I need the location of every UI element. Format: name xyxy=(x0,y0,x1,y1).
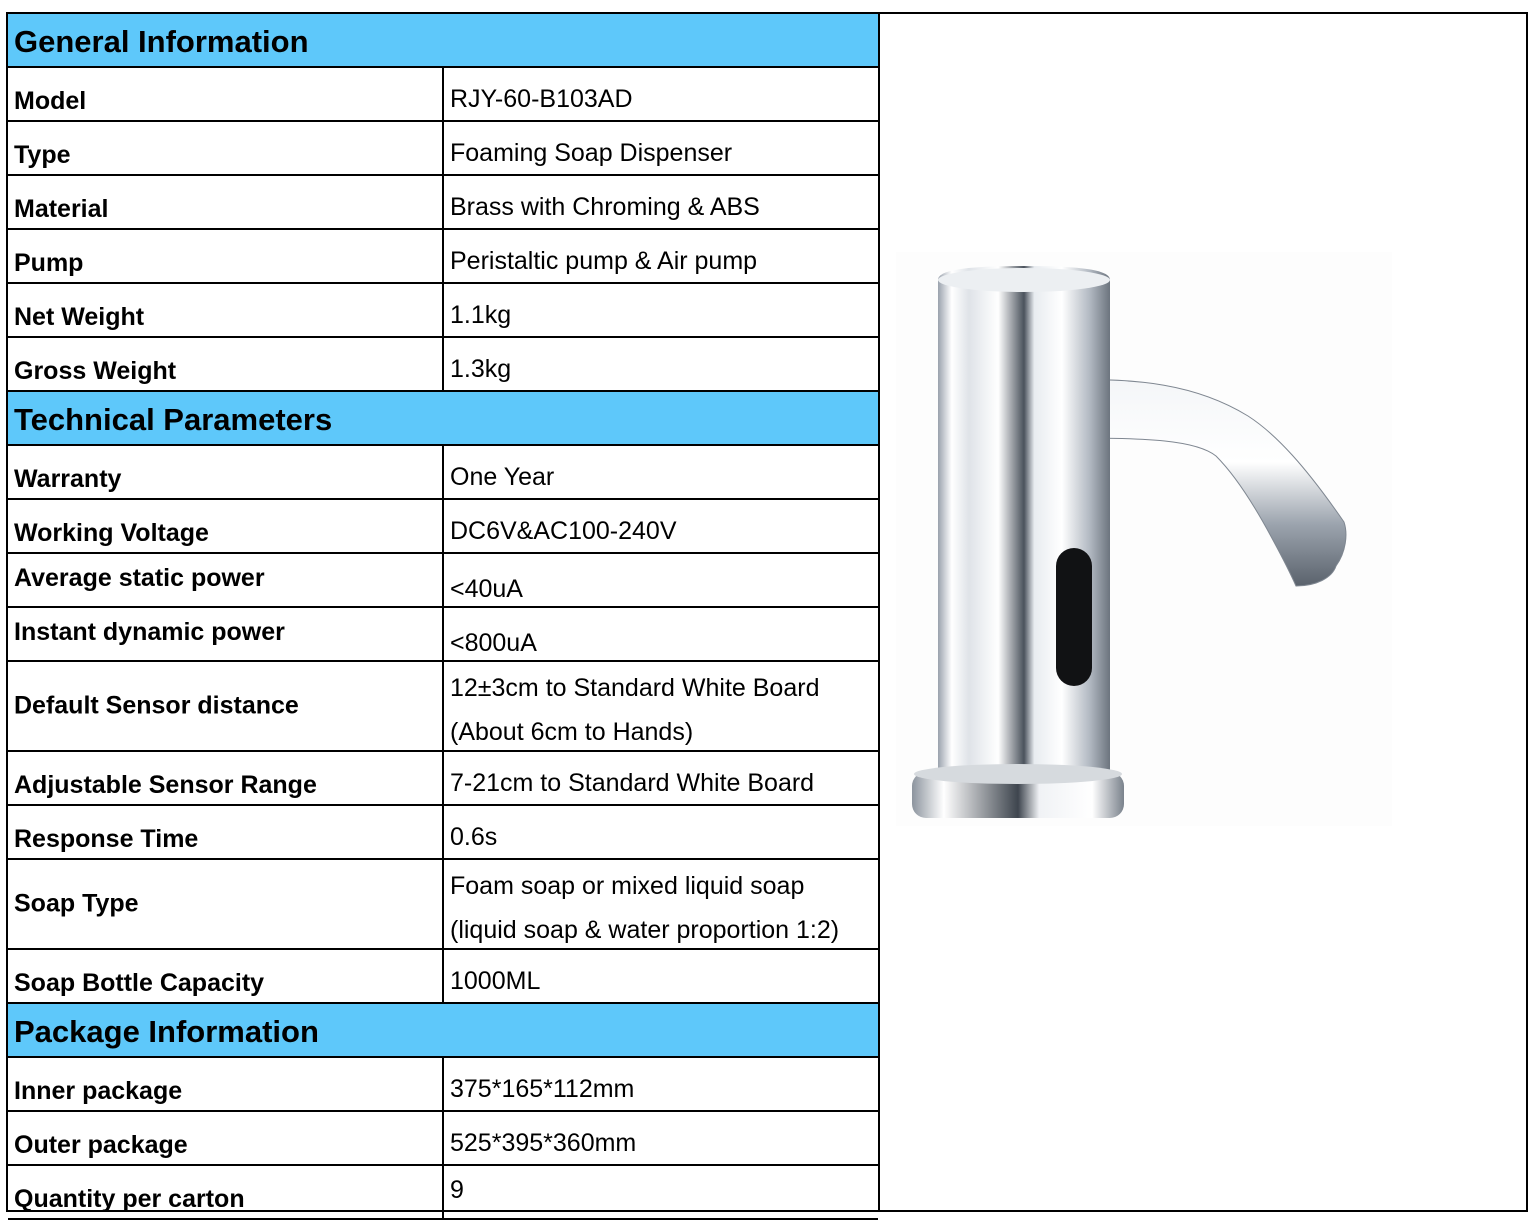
row-value: 9 xyxy=(450,1176,464,1204)
value-cell xyxy=(442,608,880,660)
row-label: Soap Type xyxy=(14,889,139,918)
table-row xyxy=(8,122,878,176)
value-cell xyxy=(442,68,880,120)
row-value: 375*165*112mm xyxy=(450,1075,635,1103)
row-label: Material xyxy=(14,195,109,223)
value-cell xyxy=(442,338,880,390)
row-label: Outer package xyxy=(14,1131,188,1159)
row-label: Response Time xyxy=(14,825,199,853)
product-photo xyxy=(896,252,1392,826)
row-label: Inner package xyxy=(14,1077,183,1105)
row-value-line-2: (About 6cm to Hands) xyxy=(450,718,694,746)
row-value-line-1: Foam soap or mixed liquid soap xyxy=(450,872,805,900)
table-row xyxy=(8,806,878,860)
row-value: Peristaltic pump & Air pump xyxy=(450,247,758,275)
row-value: 1.1kg xyxy=(450,301,512,329)
value-cell xyxy=(442,446,880,498)
table-row xyxy=(8,1166,878,1220)
row-label: Model xyxy=(14,87,87,115)
value-cell xyxy=(442,1112,880,1164)
spec-sheet xyxy=(6,12,1528,1212)
value-cell xyxy=(442,554,880,606)
row-label: Instant dynamic power xyxy=(14,618,285,646)
row-value: 1000ML xyxy=(450,967,541,995)
value-cell xyxy=(442,122,880,174)
table-row xyxy=(8,176,878,230)
table-row xyxy=(8,608,878,662)
section-header xyxy=(8,1004,878,1058)
row-value: Brass with Chroming & ABS xyxy=(450,193,760,221)
row-value-line-1: 12±3cm to Standard White Board xyxy=(450,674,820,702)
table-row xyxy=(8,230,878,284)
value-cell xyxy=(442,284,880,336)
row-label: Net Weight xyxy=(14,303,145,331)
row-value: 7-21cm to Standard White Board xyxy=(450,769,815,797)
row-value: 0.6s xyxy=(450,823,498,851)
row-value: RJY-60-B103AD xyxy=(450,85,633,113)
row-value: 525*395*360mm xyxy=(450,1129,637,1157)
row-label: Soap Bottle Capacity xyxy=(14,969,265,997)
table-row xyxy=(8,284,878,338)
row-value-line-2: (liquid soap & water proportion 1:2) xyxy=(450,916,840,944)
value-cell xyxy=(442,950,880,1002)
row-label: Quantity per carton xyxy=(14,1185,245,1213)
section-title: General Information xyxy=(14,24,309,59)
row-label: Average static power xyxy=(14,564,265,592)
table-row xyxy=(8,68,878,122)
row-value xyxy=(450,666,819,754)
row-value: <800uA xyxy=(450,629,537,657)
row-label: Type xyxy=(14,141,71,169)
value-cell xyxy=(442,176,880,228)
table-row xyxy=(8,1058,878,1112)
table-row xyxy=(8,338,878,392)
table-row xyxy=(8,950,878,1004)
table-row xyxy=(8,752,878,806)
row-value: <40uA xyxy=(450,575,523,603)
row-label: Warranty xyxy=(14,465,122,493)
table-row xyxy=(8,500,878,554)
table-row xyxy=(8,1112,878,1166)
table-row xyxy=(8,860,878,950)
value-cell xyxy=(442,1058,880,1110)
row-value: DC6V&AC100-240V xyxy=(450,517,677,545)
table-row xyxy=(8,662,878,752)
section-header xyxy=(8,14,878,68)
section-header xyxy=(8,392,878,446)
section-title: Package Information xyxy=(14,1014,319,1049)
table-row xyxy=(8,446,878,500)
value-cell xyxy=(442,662,880,750)
row-value: 1.3kg xyxy=(450,355,512,383)
row-label: Pump xyxy=(14,249,84,277)
value-cell xyxy=(442,230,880,282)
section-title: Technical Parameters xyxy=(14,402,333,437)
row-value: One Year xyxy=(450,463,555,491)
row-label: Working Voltage xyxy=(14,519,209,547)
row-value: Foaming Soap Dispenser xyxy=(450,139,733,167)
row-label: Default Sensor distance xyxy=(14,691,299,720)
spec-table xyxy=(8,14,880,1213)
row-label: Adjustable Sensor Range xyxy=(14,771,317,799)
value-cell xyxy=(442,500,880,552)
value-cell xyxy=(442,806,880,858)
value-cell xyxy=(442,1166,880,1218)
row-label: Gross Weight xyxy=(14,357,177,385)
value-cell xyxy=(442,752,880,804)
table-row xyxy=(8,554,878,608)
row-value xyxy=(450,864,839,952)
value-cell xyxy=(442,860,880,948)
